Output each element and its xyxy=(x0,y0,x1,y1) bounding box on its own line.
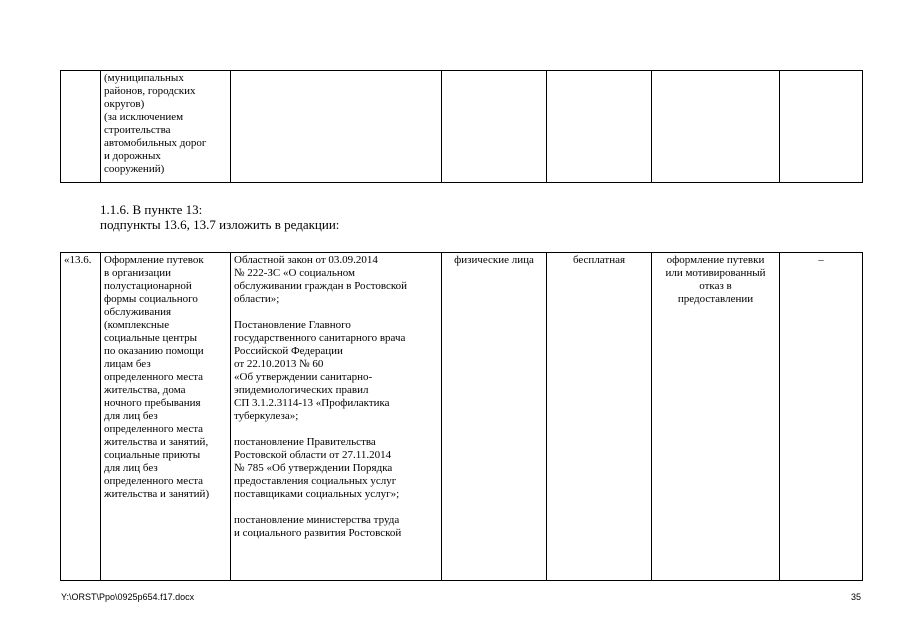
table-cell-number xyxy=(61,71,101,183)
table-cell-payment: бесплатная xyxy=(547,253,652,581)
table-top-fragment xyxy=(60,70,863,183)
page-number: 35 xyxy=(850,592,861,602)
table-cell-result: оформление путевки или мотивированный отказ в предоставлении xyxy=(652,253,780,581)
table-cell-service: Оформление путевок в организации полустационарной формы социального обслуживания (комплексные социальные центры по оказанию помощи лицам без определенного места жительства, дома ночного пребывания для лиц без определенного места жительства и занятий, социальные приюты для лиц без определенного места жительства и занятий) xyxy=(101,253,231,581)
table-cell-note xyxy=(780,71,863,183)
table-row xyxy=(61,71,863,183)
amendment-line: 1.1.6. В пункте 13: xyxy=(100,202,203,217)
footer-file-path: Y:\ORST\Ppo\0925p654.f17.docx xyxy=(61,592,195,602)
table-cell-recipients xyxy=(442,71,547,183)
table-cell-legal-basis: Областной закон от 03.09.2014 № 222-ЗС «О социальном обслуживании граждан в Ростовской области»; Постановление Главного государственного санитарного врача Российской Федерации от 22.10.2013 № 60 «Об утверждении санитарно- эпидемиологических правил СП 3.1.2.3114-13 «Профилактика туберкулеза»; постановление Правительства Ростовской области от 27.11.2014 № 785 «Об утверждении Порядка предоставления социальных услуг поставщиками социальных услуг»; постановление министерства труда и социального развития Ростовской xyxy=(231,253,442,581)
table-cell-legal-basis xyxy=(231,71,442,183)
table-main xyxy=(60,252,863,581)
table-row xyxy=(61,253,863,581)
table-cell-payment xyxy=(547,71,652,183)
table-cell-recipients: физические лица xyxy=(442,253,547,581)
amendment-line: подпункты 13.6, 13.7 изложить в редакции: xyxy=(100,217,340,232)
table-cell-note: – xyxy=(780,253,863,581)
table-cell-service: (муниципальных районов, городских округов) (за исключением строительства автомобильных дорог и дорожных сооружений) xyxy=(101,71,231,183)
table-cell-result xyxy=(652,71,780,183)
table-cell-number: «13.6. xyxy=(61,253,101,581)
